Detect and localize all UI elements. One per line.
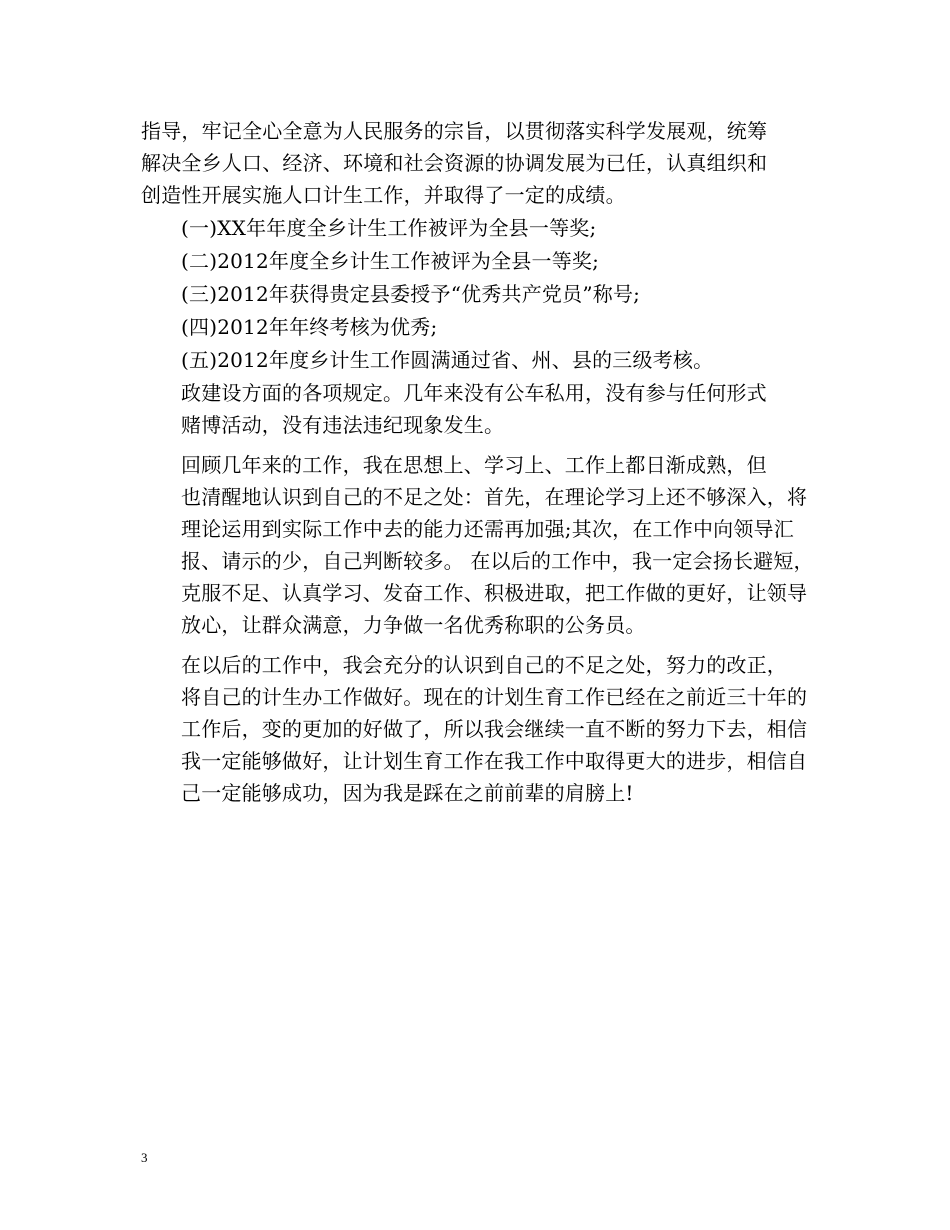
text-line: 将自己的计生办工作做好。现在的计划生育工作已经在之前近三十年的 bbox=[181, 685, 808, 709]
paragraph-discipline bbox=[141, 377, 821, 441]
text-line: 创造性开展实施人口计生工作，并取得了一定的成绩。 bbox=[141, 183, 626, 207]
text-line: 也清醒地认识到自己的不足之处：首先，在理论学习上还不够深入，将 bbox=[181, 485, 808, 509]
text-line: 指导，牢记全心全意为人民服务的宗旨，以贯彻落实科学发展观，统筹 bbox=[141, 119, 768, 143]
text-line: 我一定能够做好，让计划生育工作在我工作中取得更大的进步，相信自 bbox=[181, 749, 808, 773]
text-line: (五)2012年度乡计生工作圆满通过省、州、县的三级考核。 bbox=[181, 348, 714, 372]
text-line: 报、请示的少，自己判断较多。 在以后的工作中，我一定会扬长避短， bbox=[181, 549, 814, 573]
paragraph-future bbox=[141, 649, 821, 809]
page-number: 3 bbox=[141, 1150, 148, 1165]
list-item-award-3 bbox=[141, 278, 821, 310]
text-line: 赌博活动，没有违法违纪现象发生。 bbox=[181, 413, 505, 437]
paragraph-review bbox=[141, 449, 821, 641]
list-item-award-1 bbox=[141, 212, 821, 244]
text-line: 工作后，变的更加的好做了，所以我会继续一直不断的努力下去，相信 bbox=[181, 717, 808, 741]
text-line: 克服不足、认真学习、发奋工作、积极进取，把工作做的更好，让领导 bbox=[181, 581, 808, 605]
text-line: 放心，让群众满意，力争做一名优秀称职的公务员。 bbox=[181, 613, 646, 637]
text-line: 解决全乡人口、经济、环境和社会资源的协调发展为已任，认真组织和 bbox=[141, 151, 768, 175]
list-item-award-5 bbox=[141, 344, 821, 376]
text-line: 在以后的工作中，我会充分的认识到自己的不足之处，努力的改正， bbox=[181, 653, 787, 677]
list-item-award-4 bbox=[141, 311, 821, 343]
text-line: 理论运用到实际工作中去的能力还需再加强;其次，在工作中向领导汇 bbox=[181, 517, 794, 541]
text-line: (一)XX年年度全乡计生工作被评为全县一等奖; bbox=[181, 216, 597, 240]
text-line: 政建设方面的各项规定。几年来没有公车私用，没有参与任何形式 bbox=[181, 381, 767, 405]
list-item-award-2 bbox=[141, 245, 821, 277]
text-line: (四)2012年年终考核为优秀; bbox=[181, 315, 438, 339]
document-body bbox=[141, 115, 821, 809]
text-line: 回顾几年来的工作，我在思想上、学习上、工作上都日渐成熟，但 bbox=[181, 453, 767, 477]
text-line: (二)2012年度全乡计生工作被评为全县一等奖; bbox=[181, 249, 600, 273]
text-line: 己一定能够成功，因为我是踩在之前前辈的肩膀上! bbox=[181, 781, 634, 805]
text-line: (三)2012年获得贵定县委授予“优秀共产党员”称号; bbox=[181, 282, 641, 306]
paragraph-intro bbox=[141, 115, 821, 211]
